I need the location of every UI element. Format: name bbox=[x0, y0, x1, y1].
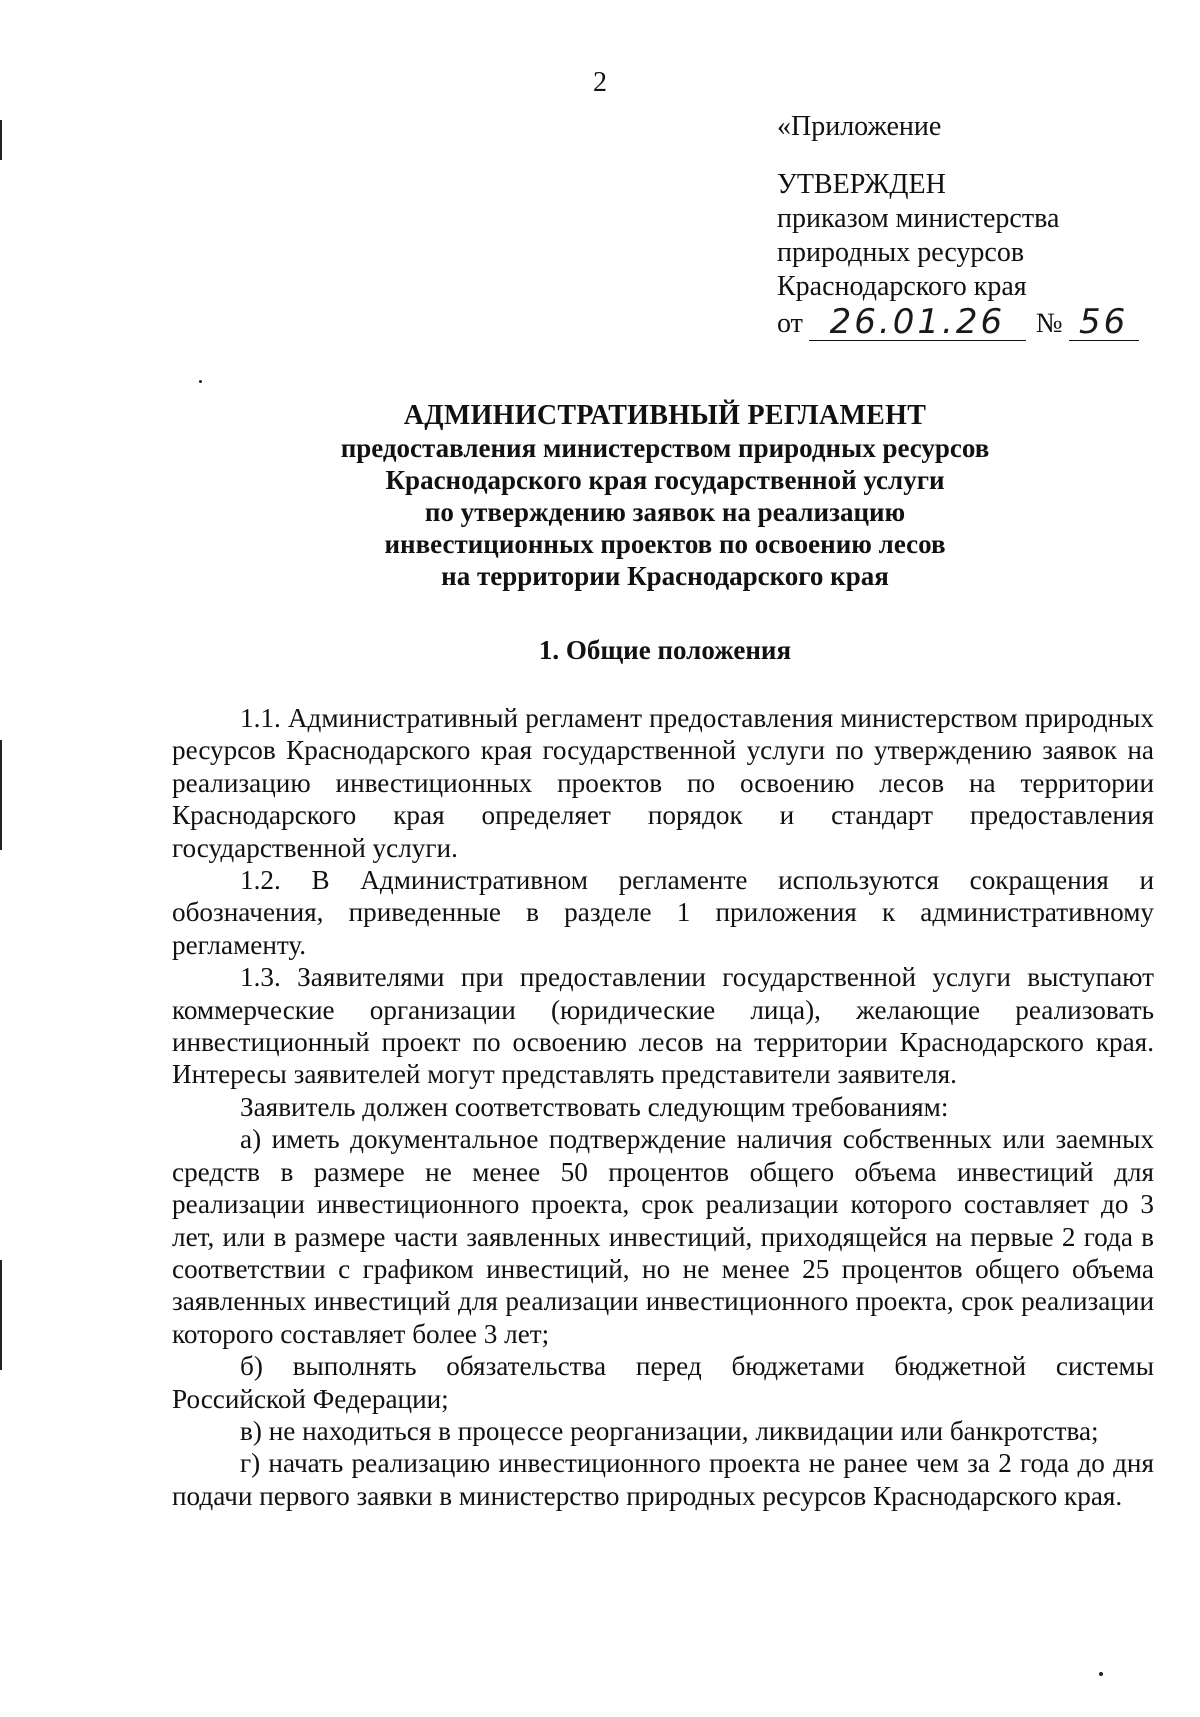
paragraph: 1.2. В Административном регламенте используются сокращения и обозначения, приведенные в разделе 1 приложения к административному регламенту. bbox=[172, 865, 1154, 960]
title-main: АДМИНИСТРАТИВНЫЙ РЕГЛАМЕНТ bbox=[403, 400, 927, 431]
document-title bbox=[170, 400, 1160, 592]
scan-dot bbox=[1099, 1672, 1103, 1676]
approved-label: УТВЕРЖДЕН bbox=[777, 169, 946, 200]
paragraph: в) не находиться в процессе реорганизации, ликвидации или банкротства; bbox=[240, 1415, 1099, 1446]
title-line: предоставления министерством природных ресурсов bbox=[340, 433, 990, 463]
number-sign: № bbox=[1035, 308, 1063, 339]
page-number: 2 bbox=[593, 67, 607, 98]
scan-edge-mark bbox=[0, 740, 2, 850]
handwritten-number: 56 bbox=[1069, 304, 1139, 341]
approval-line: Краснодарского края bbox=[777, 271, 1027, 302]
paragraph: 1.3. Заявителями при предоставлении государственной услуги выступают коммерческие организации (юридические лица), желающие реализовать инвестиционный проект по освоению лесов на территории Краснодарского края. Интересы заявителей могут представлять представители заявителя. bbox=[172, 962, 1154, 1090]
title-line: на территории Краснодарского края bbox=[441, 561, 889, 591]
scan-edge-mark bbox=[0, 120, 2, 160]
title-line: Краснодарского края государственной услуги bbox=[385, 465, 945, 495]
order-date-line bbox=[777, 304, 1177, 341]
paragraph: 1.1. Административный регламент предоставления министерством природных ресурсов Краснодарского края государственной услуги по утверждению заявок на реализацию инвестиционных проектов по освоению лесов на территории Краснодарского края определяет порядок и стандарт предоставления государственной услуги. bbox=[172, 703, 1154, 863]
appendix-label: «Приложение bbox=[777, 111, 942, 142]
scan-dot bbox=[199, 380, 202, 383]
handwritten-date: 26.01.26 bbox=[809, 304, 1026, 341]
paragraph: Заявитель должен соответствовать следующим требованиям: bbox=[240, 1091, 949, 1122]
approval-line: приказом министерства bbox=[777, 203, 1060, 234]
approval-block bbox=[777, 110, 1177, 341]
approval-line: природных ресурсов bbox=[777, 237, 1025, 268]
paragraph: б) выполнять обязательства перед бюджетами бюджетной системы Российской Федерации; bbox=[172, 1351, 1154, 1414]
scan-edge-mark bbox=[0, 1260, 2, 1370]
paragraph: г) начать реализацию инвестиционного проекта не ранее чем за 2 года до дня подачи первого заявки в министерство природных ресурсов Краснодарского края. bbox=[172, 1448, 1154, 1511]
title-line: инвестиционных проектов по освоению лесов bbox=[384, 529, 946, 559]
body-text bbox=[172, 702, 1154, 1512]
title-line: по утверждению заявок на реализацию bbox=[424, 497, 906, 527]
section-heading: 1. Общие положения bbox=[538, 635, 792, 665]
date-prefix: от bbox=[777, 308, 803, 339]
paragraph: а) иметь документальное подтверждение наличия собственных или заемных средств в размере не менее 50 процентов общего объема инвестиций для реализации инвестиционного проекта, срок реализации которого составляет до 3 лет, или в размере части заявленных инвестиций, приходящейся на первые 2 года в соответствии с графиком инвестиций, но не менее 25 процентов общего объема заявленных инвестиций для реализации инвестиционного проекта, срок реализации которого составляет более 3 лет; bbox=[172, 1124, 1154, 1349]
